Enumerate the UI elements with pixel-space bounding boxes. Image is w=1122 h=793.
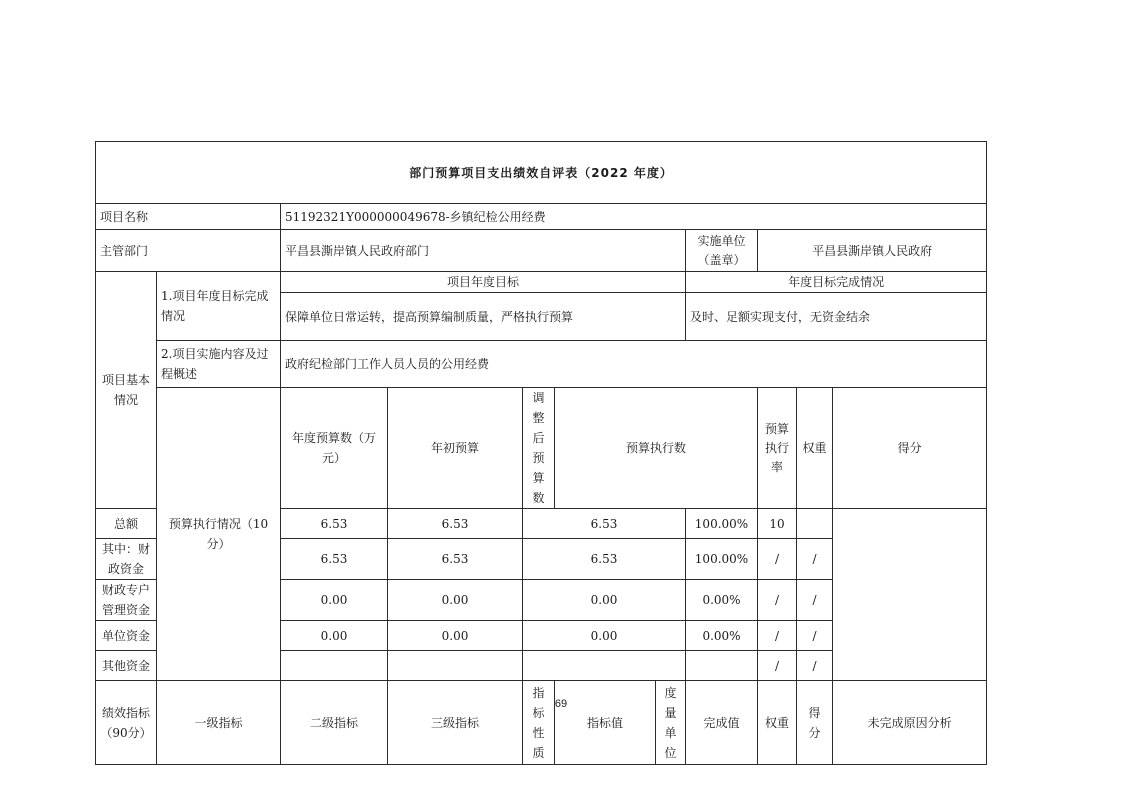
- goal-completion-label: 1.项目年度目标完成情况: [157, 272, 281, 341]
- perf-header-reason: 未完成原因分析: [833, 681, 987, 765]
- budget-weight: 10: [758, 509, 797, 539]
- performance-section-label: 绩效指标（90分）: [96, 681, 157, 765]
- implementation-row: [96, 341, 987, 388]
- project-name-value: 51192321Y000000049678-乡镇纪检公用经费: [281, 204, 987, 230]
- department-row: [96, 230, 987, 272]
- goal-header: 项目年度目标: [281, 272, 686, 293]
- perf-header-nature: 指标性质: [523, 681, 555, 765]
- budget-adjusted: 6.53: [388, 539, 523, 580]
- budget-executed: 0.00: [523, 580, 686, 621]
- budget-header-adjusted: 调整后预算数: [523, 388, 555, 509]
- project-name-row: [96, 204, 987, 230]
- budget-initial: 6.53: [281, 509, 388, 539]
- budget-weight: /: [758, 651, 797, 681]
- budget-rate: 100.00%: [686, 539, 758, 580]
- budget-weight: /: [758, 580, 797, 621]
- budget-executed: 6.53: [523, 539, 686, 580]
- department-label: 主管部门: [96, 230, 281, 272]
- perf-header-value: 指标值: [555, 681, 656, 765]
- budget-header-score: 得分: [833, 388, 987, 509]
- implementation-label: 2.项目实施内容及过程概述: [157, 341, 281, 388]
- basic-info-header-row: [96, 272, 987, 293]
- title-row: [96, 142, 987, 204]
- budget-weight: /: [758, 621, 797, 651]
- completion-header: 年度目标完成情况: [686, 272, 987, 293]
- budget-header-annual: 年度预算数（万元）: [281, 388, 388, 509]
- impl-unit-label: 实施单位（盖章）: [686, 230, 758, 272]
- perf-header-level2: 二级指标: [281, 681, 388, 765]
- budget-header-weight: 权重: [797, 388, 833, 509]
- impl-unit-value: 平昌县澌岸镇人民政府: [758, 230, 987, 272]
- perf-header-weight: 权重: [758, 681, 797, 765]
- budget-rate: 0.00%: [686, 621, 758, 651]
- department-value: 平昌县澌岸镇人民政府部门: [281, 230, 686, 272]
- budget-header-row: [96, 388, 987, 509]
- budget-initial: [281, 651, 388, 681]
- budget-initial: 0.00: [281, 580, 388, 621]
- completion-text: 及时、足额实现支付，无资金结余: [686, 293, 987, 341]
- project-name-label: 项目名称: [96, 204, 281, 230]
- goal-text: 保障单位日常运转，提高预算编制质量，严格执行预算: [281, 293, 686, 341]
- budget-executed: [523, 651, 686, 681]
- perf-header-level3: 三级指标: [388, 681, 523, 765]
- budget-rate: 100.00%: [686, 509, 758, 539]
- budget-row-name: 单位资金: [96, 621, 157, 651]
- perf-header-score: 得分: [797, 681, 833, 765]
- evaluation-sheet: [95, 141, 986, 765]
- budget-rate: 0.00%: [686, 580, 758, 621]
- form-title: 部门预算项目支出绩效自评表（2022 年度）: [96, 142, 987, 204]
- budget-score: /: [797, 621, 833, 651]
- budget-reason: [833, 509, 987, 681]
- budget-initial: 0.00: [281, 621, 388, 651]
- performance-header-row: [96, 681, 987, 765]
- evaluation-table: [95, 141, 987, 765]
- budget-adjusted: [388, 651, 523, 681]
- perf-header-level1: 一级指标: [157, 681, 281, 765]
- page-number: 69: [554, 698, 568, 710]
- perf-header-unit: 度量单位: [656, 681, 686, 765]
- budget-header-initial: 年初预算: [388, 388, 523, 509]
- implementation-text: 政府纪检部门工作人员人员的公用经费: [281, 341, 987, 388]
- budget-row-name: 财政专户管理资金: [96, 580, 157, 621]
- budget-score: [797, 509, 833, 539]
- budget-header-rate: 预算执行率: [758, 388, 797, 509]
- budget-initial: 6.53: [281, 539, 388, 580]
- budget-header-executed: 预算执行数: [555, 388, 758, 509]
- perf-header-completed: 完成值: [686, 681, 758, 765]
- budget-executed: 6.53: [523, 509, 686, 539]
- budget-rate: [686, 651, 758, 681]
- budget-score: /: [797, 580, 833, 621]
- budget-score: /: [797, 651, 833, 681]
- budget-score: /: [797, 539, 833, 580]
- budget-row-name: 其他资金: [96, 651, 157, 681]
- basic-info-label: 项目基本情况: [96, 272, 157, 509]
- budget-adjusted: 6.53: [388, 509, 523, 539]
- budget-row-name: 总额: [96, 509, 157, 539]
- budget-adjusted: 0.00: [388, 580, 523, 621]
- budget-weight: /: [758, 539, 797, 580]
- budget-section-label: 预算执行情况（10 分）: [157, 388, 281, 681]
- budget-row-name: 其中：财政资金: [96, 539, 157, 580]
- budget-executed: 0.00: [523, 621, 686, 651]
- budget-adjusted: 0.00: [388, 621, 523, 651]
